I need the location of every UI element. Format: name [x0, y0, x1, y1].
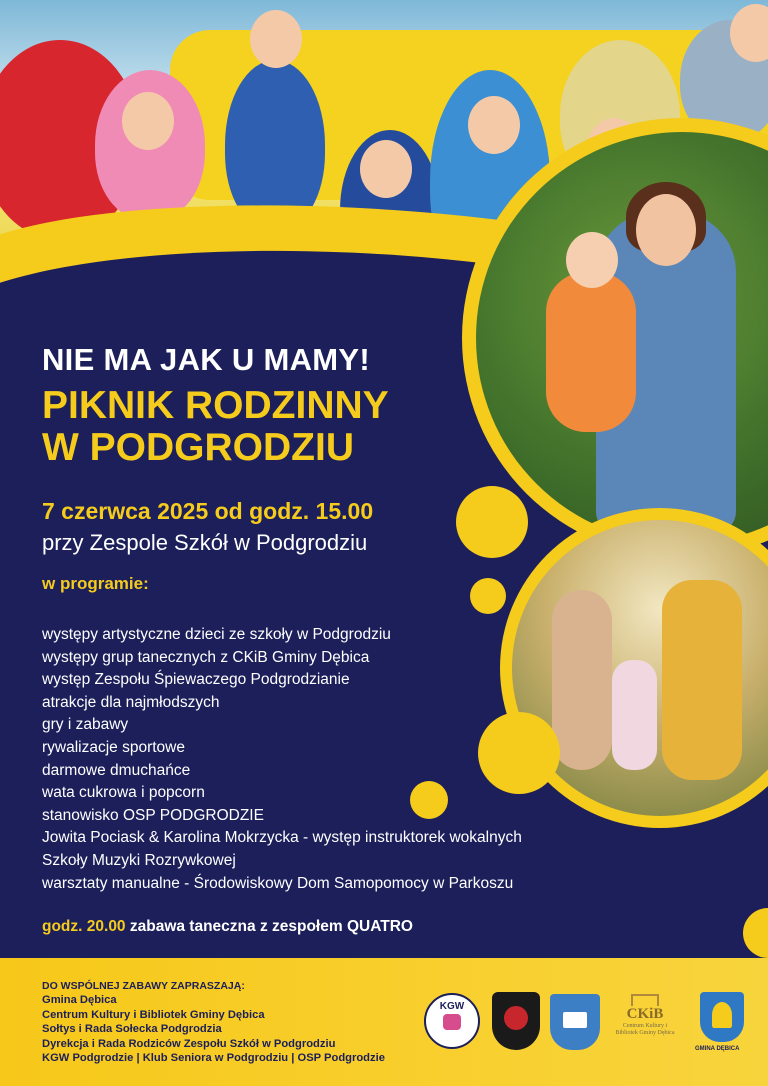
organizer-item: Sołtys i Rada Sołecka Podgrodzia: [42, 1023, 222, 1036]
gmina-debica-crest: [700, 992, 744, 1042]
mother-face: [636, 194, 696, 266]
program-item: stanowisko OSP PODGRODZIE: [42, 806, 264, 824]
decor-dot: [470, 578, 506, 614]
child-face: [122, 92, 174, 150]
organizer-item: Gmina Dębica: [42, 994, 117, 1006]
child-face: [468, 96, 520, 154]
tree-icon: [712, 1002, 732, 1028]
organizer-item: KGW Podgrodzie | Klub Seniora w Podgrodziu | OSP Podgrodzie: [42, 1052, 385, 1065]
program-item: atrakcje dla najmłodszych: [42, 693, 220, 711]
evening-event: [42, 918, 413, 936]
program-item: rywalizacje sportowe: [42, 738, 185, 756]
decor-dot: [456, 486, 528, 558]
father-figure: [662, 580, 742, 780]
ckib-logo-text: CKiB: [626, 1006, 664, 1022]
evening-time: godz. 20.00: [42, 918, 126, 935]
organizer-item: Centrum Kultury i Bibliotek Gminy Dębica: [42, 1008, 265, 1021]
osp-podgrodzie-logo: [492, 992, 540, 1050]
program-item: gry i zabawy: [42, 716, 129, 734]
child-figure: [612, 660, 657, 770]
cake-icon: [443, 1014, 461, 1030]
program-item: występy grup tanecznych z CKiB Gminy Dębica: [42, 648, 370, 666]
program-item: warsztaty manualne - Środowiskowy Dom Samopomocy w Parkoszu: [42, 874, 514, 892]
program-item: Jowita Pociask & Karolina Mokrzycka - występ instruktorek wokalnych: [42, 829, 522, 847]
girl-figure: [546, 272, 636, 432]
fire-brigade-cross-icon: [504, 1006, 528, 1030]
event-title-line1: PIKNIK RODZINNY: [42, 384, 389, 427]
program-item: wata cukrowa i popcorn: [42, 784, 205, 802]
organizers-heading: DO WSPÓLNEJ ZABAWY ZAPRASZAJĄ:: [42, 980, 245, 992]
child-face: [360, 140, 412, 198]
mother-figure: [552, 590, 612, 770]
girl-face: [566, 232, 618, 288]
organizer-item: Dyrekcja i Rada Rodziców Zespołu Szkół w Podgrodziu: [42, 1037, 336, 1050]
program-heading: w programie:: [42, 574, 149, 593]
event-date: 7 czerwca 2025 od godz. 15.00: [42, 498, 374, 524]
program-item: występ Zespołu Śpiewaczego Podgrodzianie: [42, 671, 350, 689]
ckib-logo: [612, 994, 678, 1050]
event-place: przy Zespole Szkół w Podgrodziu: [42, 530, 368, 555]
adult-face: [250, 10, 302, 68]
evening-text: zabawa taneczna z zespołem QUATRO: [125, 918, 413, 935]
program-list: [42, 624, 522, 895]
event-title: [42, 385, 389, 469]
crown-icon: [631, 994, 659, 1006]
program-item: Szkoły Muzyki Rozrywkowej: [42, 851, 236, 869]
kgw-logo: [424, 993, 480, 1049]
book-icon: [563, 1012, 587, 1028]
program-item: darmowe dmuchańce: [42, 761, 191, 779]
ckib-logo-subtitle: Centrum Kultury i Bibliotek Gminy Dębica: [615, 1023, 675, 1036]
program-item: występy artystyczne dzieci ze szkoły w Podgrodziu: [42, 626, 391, 643]
organizers-list: [42, 993, 385, 1066]
kgw-logo-text: KGW: [439, 1001, 465, 1012]
slogan: NIE MA JAK U MAMY!: [42, 342, 371, 377]
decor-dot: [743, 908, 768, 958]
event-title-line2: W PODGRODZIU: [42, 426, 354, 469]
gmina-debica-caption: GMINA DĘBICA: [695, 1046, 740, 1052]
school-crest-logo: [550, 994, 600, 1050]
